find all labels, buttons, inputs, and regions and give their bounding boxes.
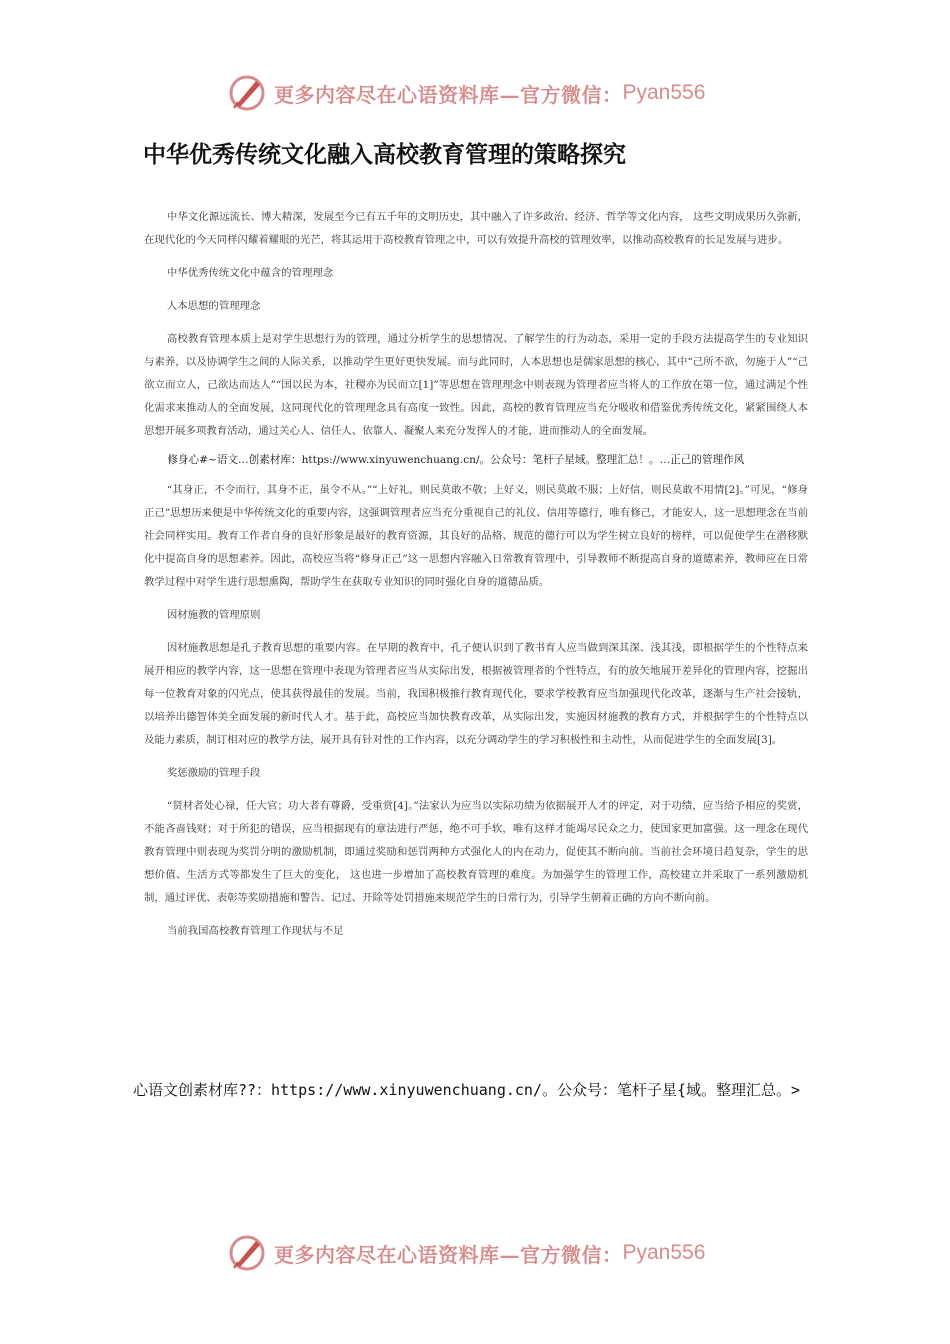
banner-wechat-id: Pyan556: [622, 81, 706, 104]
banner-inner: [226, 68, 705, 118]
footer-source-note: 心语文创素材库??：https://www.xinyuwenchuang.cn/。公众号：笔杆子星{域。整理汇总。>: [133, 1081, 801, 1099]
section-heading: 当前我国高校教育管理工作现状与不足: [166, 925, 344, 937]
quill-pen-logo-icon: [226, 72, 268, 114]
banner-wechat-id: Pyan556: [622, 1241, 706, 1264]
subsection-heading: 奖惩激励的管理手段: [166, 767, 261, 779]
body-paragraph: 高校教育管理本质上是对学生思想行为的管理，通过分析学生的思想情况、了解学生的行为动态，采用一定的手段方法提高学生的专业知识与素养，以及协调学生之间的人际关系，以推动学生更好更快发展。而与此同时，人本思想也是儒家思想的核心，其中“己所不欲，勿施于人”“己欲立而立人，己欲达而达人”“国以民为本，社稷亦为民而立[1]”等思想在管理理念中则表现为管理者应当将人的工作放在第一位，通过满足个性化需求来推动人的全面发展，这同现代化的管理理念具有高度一致性。因此，高校的教育管理应当充分吸收和借鉴优秀传统文化，紧紧围绕人本思想开展多项教育活动，通过关心人、信任人、依靠人、凝聚人来充分发挥人的才能，进而推动人的全面发展。: [144, 333, 808, 437]
page-title: 中华优秀传统文化融入高校教育管理的策略探究: [143, 142, 626, 168]
body-paragraph: 因材施教思想是孔子教育思想的重要内容。在早期的教育中，孔子便认识到了教书育人应当做到深其深、浅其浅，即根据学生的个性特点来展开相应的教学内容，这一思想在管理中表现为管理者应当从实际出发，根据被管理者的个性特点，有的放矢地展开差异化的管理内容，挖掘出每一位教育对象的闪光点，使其获得最佳的发展。当前，我国积极推行教育现代化，要求学校教育应当加强现代化改革，逐渐与生产社会接轨，以培养出德智体美全面发展的新时代人才。基于此，高校应当加快教育改革，从实际出发，实施因材施教的教育方式，并根据学生的个性特点以及能力素质，制订相对应的教学方法，展开具有针对性的工作内容，以充分调动学生的学习积极性和主动性，从而促进学生的全面发展[3]。: [144, 642, 808, 746]
banner-inner: [226, 1228, 705, 1278]
intro-paragraph: 中华文化源远流长、博大精深，发展至今已有五千年的文明历史，其中融入了许多政治、经济、哲学等文化内容， 这些文明成果历久弥新，在现代化的今天同样闪耀着耀眼的光芒，将其运用于高校教育管理之中，可以有效提升高校的管理效率，以推动高校教育的长足发展与进步。: [144, 211, 808, 246]
section-heading: 中华优秀传统文化中蕴含的管理理念: [166, 267, 334, 279]
banner-text: 更多内容尽在心语资料库—官方微信：: [274, 82, 623, 107]
header-banner: [0, 68, 950, 118]
subsection-heading: 因材施教的管理原则: [166, 609, 261, 621]
subsection-heading: 人本思想的管理理念: [166, 300, 261, 312]
banner-text: 更多内容尽在心语资料库—官方微信：: [274, 1242, 623, 1267]
quill-pen-logo-icon: [226, 1232, 268, 1274]
body-paragraph: “贤材者处心禄，任大官；功大者有尊爵，受重赏[4]。”法家认为应当以实际功绩为依据展开人才的评定，对于功绩，应当给予相应的奖赏，不能吝啬钱财；对于所犯的错误，应当根据现有的章法进行严惩，绝不可手软，唯有这样才能竭尽民众之力，使国家更加富强。这一理念在现代教育管理中则表现为奖罚分明的激励机制，即通过奖励和惩罚两种方式强化人的内在动力，促使其不断向前。当前社会环境日趋复杂，学生的思想价值、生活方式等都发生了巨大的变化， 这也进一步增加了高校教育管理的难度。为加强学生的管理工作，高校建立并采取了一系列激励机制，通过评优、表彰等奖励措施和警告、记过、开除等处罚措施来规范学生的日常行为，引导学生朝着正确的方向不断向前。: [144, 800, 808, 904]
footer-banner: [0, 1228, 950, 1278]
article-body: [144, 206, 808, 953]
source-watermark-line: 修身心#~语文…创素材库：https://www.xinyuwenchuang.cn/。公众号：笔杆子星域。整理汇总！。…正己的管理作风: [167, 454, 745, 466]
body-paragraph: “其身正，不令而行，其身不正，虽令不从。”“上好礼，则民莫敢不敬；上好义，则民莫敢不服；上好信，则民莫敢不用情[2]。”可见，“修身正己”思想历来便是中华传统文化的重要内容，这强调管理者应当充分重视自己的礼仪、信用等德行，唯有修己，才能安人，这一思想理念在当前社会同样实用。教育工作者自身的良好形象是最好的教育资源，其良好的品格、规范的德行可以为学生树立良好的榜样，可以促使学生在潜移默化中提高自身的思想素养。因此，高校应当将“修身正己”这一思想内容融入日常教育管理中，引导教师不断提高自身的道德素养，教师应在日常教学过程中对学生进行思想熏陶，帮助学生在获取专业知识的同时强化自身的道德品质。: [144, 484, 808, 588]
